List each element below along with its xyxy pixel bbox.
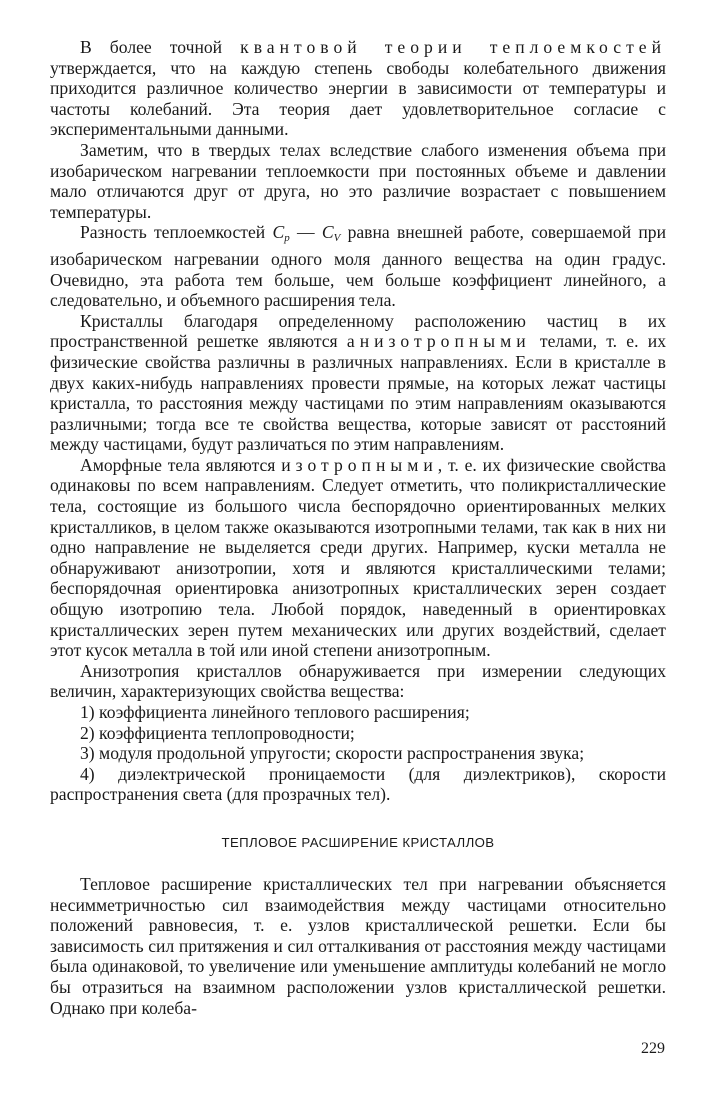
p5-text-before: Аморфные тела являются bbox=[80, 454, 282, 475]
p1-text-before: В более точной bbox=[80, 37, 241, 57]
page-body bbox=[50, 37, 666, 1018]
p4-spaced-term: анизотропными bbox=[346, 331, 531, 352]
paragraph-thermal-expansion: Тепловое расширение кристаллических тел при нагревании объясняется несимметричностью сил взаимодействия между частицами относительно положений равновесия, т. е. узлов кристаллической решетки. Если бы зависимость сил притяжения и сил отталкивания от расстояния между частицами была одинаковой, то увеличение или уменьшение амплитуды колебаний не могло бы отразиться на взаимном расположении узлов кристаллической решетки. Однако при колеба- bbox=[50, 873, 666, 1018]
list-item: 2) коэффициента теплопроводности; bbox=[80, 722, 355, 743]
cv-symbol: $C_V$ bbox=[321, 222, 341, 245]
p4-text-before: Кристаллы благодаря определенному расположению частиц в их пространственной решетке являются bbox=[50, 310, 666, 352]
paragraph-solid-heat-capacity: Заметим, что в твердых телах вследствие слабого изменения объема при изобарическом нагревании теплоемкости при постоянных объеме и давлении мало отличаются друг от друга, но это различие возрастает с повышением температуры. bbox=[50, 139, 666, 222]
list-item: 3) модуля продольной упругости; скорости распространения звука; bbox=[80, 743, 585, 764]
p1-spaced-term: квантовой теории теплоемкостей bbox=[240, 37, 666, 57]
paragraph-amorphous-isotropic bbox=[50, 455, 666, 661]
paragraph-anisotropy-quantities: Анизотропия кристаллов обнаруживается при измерении следующих величин, характеризующих свойства вещества: bbox=[50, 660, 666, 702]
p3-text-before: Разность теплоемкостей bbox=[80, 222, 273, 243]
paragraph-anisotropic-crystals bbox=[50, 311, 666, 455]
section-heading: ТЕПЛОВОЕ РАСШИРЕНИЕ КРИСТАЛЛОВ bbox=[221, 834, 495, 850]
p5-text-after: , т. е. их физические свойства одинаковы по всем направлениям. Следует отметить, что поликристаллические тела, состоящие из большого числа беспорядочно ориентированных мелких кристалликов, в целом также оказываются изотропными телами, так как в них ни одно направление не выделяется среди других. Например, куски металла не обнаруживают анизотропии, хотя и являются кристаллическими телами; беспорядочная ориентировка анизотропных кристаллических зерен создает общую изотропию тела. Любой порядок, наведенный в ориентировках кристаллических зерен путем механических или других воздействий, сделает этот кусок металла в той или иной степени анизотропным. bbox=[50, 454, 666, 661]
page-number: 229 bbox=[641, 1040, 665, 1057]
p3-text-after: равна внешней работе, совершаемой при изобарическом нагревании одного моля данного вещества на один градус. Очевидно, эта работа тем больше, чем больше коэффициент линейного, а следовательно, и объемного расширения тела. bbox=[50, 222, 667, 311]
p3-dash: — bbox=[289, 222, 322, 243]
paragraph-heat-capacity-difference bbox=[50, 222, 666, 310]
p5-spaced-term: изотропными bbox=[281, 454, 438, 475]
list-item: 1) коэффициента линейного теплового расширения; bbox=[80, 702, 470, 722]
cp-symbol: $C_p$ bbox=[272, 222, 290, 245]
p4-text-after: телами, т. е. их физические свойства различны в различных направлениях. Если в кристалле в двух каких-нибудь направлениях провести прямые, на которых лежат частицы кристалла, то расстояния между частицами по этим направлениям оказываются различными; тогда все те свойства вещества, которые зависят от расстояний между частицами, будут различаться по этим направлениям. bbox=[50, 331, 666, 455]
paragraph-quantum-theory bbox=[50, 37, 666, 140]
list-item: 4) диэлектрической проницаемости (для диэлектриков), скорости распространения света (для прозрачных тел). bbox=[50, 763, 666, 805]
p1-text-after: утверждается, что на каждую степень свободы колебательного движения приходится различное количество энергии в зависимости от температуры и частоты колебаний. Эта теория дает удовлетворительное согласие с экспериментальными данными. bbox=[50, 57, 666, 140]
